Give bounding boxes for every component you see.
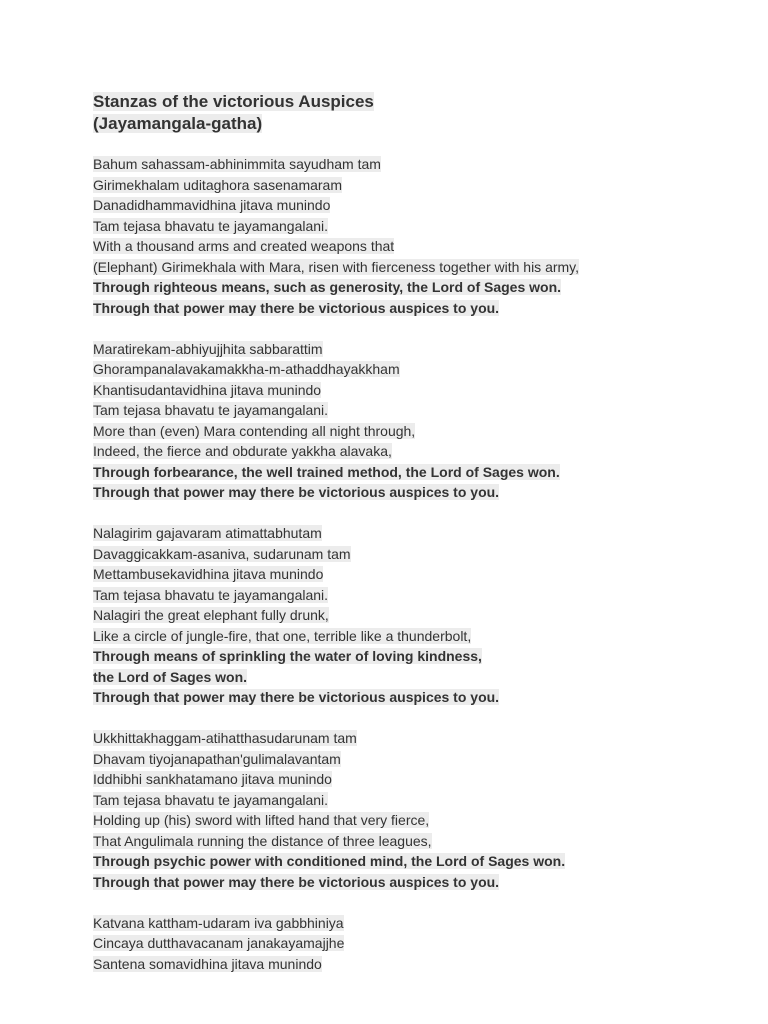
stanza-line xyxy=(93,400,733,421)
stanza-line-bold xyxy=(93,298,733,319)
line-text: Davaggicakkam-asaniva, sudarunam tam xyxy=(93,545,351,562)
line-text: Cincaya dutthavacanam janakayamajjhe xyxy=(93,935,345,951)
document-title xyxy=(93,91,733,135)
line-text: Through that power may there be victorious auspices to you. xyxy=(93,484,500,500)
stanza-line xyxy=(93,544,733,565)
line-text: Tam tejasa bhavatu te jayamangalani. xyxy=(93,217,329,234)
stanza-line xyxy=(93,175,733,196)
stanza-line xyxy=(93,523,733,544)
stanza-line-bold xyxy=(93,851,733,872)
stanza xyxy=(93,523,733,708)
stanza-line xyxy=(93,913,733,934)
line-text: Nalagiri the great elephant fully drunk, xyxy=(93,607,329,623)
stanza-line xyxy=(93,585,733,606)
line-text: Girimekhalam uditaghora sasenamaram xyxy=(93,176,342,193)
stanza-line xyxy=(93,421,733,442)
stanza-line xyxy=(93,154,733,175)
line-text: Ghorampanalavakamakkha-m-athaddhayakkham xyxy=(93,361,400,377)
title-line-2: (Jayamangala-gatha) xyxy=(93,114,263,133)
stanza-line xyxy=(93,359,733,380)
line-text: Dhavam tiyojanapathan'gulimalavantam xyxy=(93,750,341,767)
stanza-line xyxy=(93,933,733,954)
stanza-line xyxy=(93,441,733,462)
line-text: Iddhibhi sankhatamano jitava munindo xyxy=(93,771,332,787)
stanza-line-bold xyxy=(93,482,733,503)
line-text: Tam tejasa bhavatu te jayamangalani. xyxy=(93,586,329,603)
line-text: Through that power may there be victorious auspices to you. xyxy=(93,689,500,705)
stanza-line xyxy=(93,216,733,237)
line-text: Like a circle of jungle-fire, that one, terrible like a thunderbolt, xyxy=(93,627,472,644)
stanza-line xyxy=(93,790,733,811)
stanza-line xyxy=(93,564,733,585)
stanza-line xyxy=(93,339,733,360)
line-text: Khantisudantavidhina jitava munindo xyxy=(93,381,322,398)
stanza-line xyxy=(93,831,733,852)
stanza-line-bold xyxy=(93,462,733,483)
stanza xyxy=(93,913,733,975)
document-page xyxy=(93,91,733,995)
line-text: Tam tejasa bhavatu te jayamangalani. xyxy=(93,402,329,418)
stanza-line-bold xyxy=(93,277,733,298)
line-text: Maratirekam-abhiyujjhita sabbarattim xyxy=(93,340,323,357)
line-text: Indeed, the fierce and obdurate yakkha alavaka, xyxy=(93,443,392,459)
stanza xyxy=(93,728,733,892)
line-text: Through means of sprinkling the water of loving kindness, xyxy=(93,648,482,664)
line-text: Santena somavidhina jitava munindo xyxy=(93,955,322,972)
line-text: Mettambusekavidhina jitava munindo xyxy=(93,566,324,582)
line-text: Holding up (his) sword with lifted hand that very fierce, xyxy=(93,812,430,828)
stanza-line xyxy=(93,749,733,770)
line-text: With a thousand arms and created weapons that xyxy=(93,238,395,254)
stanza-line xyxy=(93,954,733,975)
line-text: More than (even) Mara contending all night through, xyxy=(93,422,416,439)
line-text: Bahum sahassam-abhinimmita sayudham tam xyxy=(93,156,381,172)
line-text: Danadidhammavidhina jitava munindo xyxy=(93,197,331,213)
line-text: Through psychic power with conditioned mind, the Lord of Sages won. xyxy=(93,853,566,869)
line-text: Ukkhittakhaggam-atihatthasudarunam tam xyxy=(93,730,357,746)
stanza-list xyxy=(93,154,733,974)
stanza-line xyxy=(93,769,733,790)
stanza-line-bold xyxy=(93,667,733,688)
stanza-line xyxy=(93,810,733,831)
line-text: Through that power may there be victorious auspices to you. xyxy=(93,299,500,316)
line-text: the Lord of Sages won. xyxy=(93,668,248,685)
line-text: (Elephant) Girimekhala with Mara, risen with fierceness together with his army, xyxy=(93,258,580,275)
stanza-line-bold xyxy=(93,872,733,893)
stanza-line xyxy=(93,626,733,647)
stanza-line xyxy=(93,728,733,749)
line-text: Through forbearance, the well trained method, the Lord of Sages won. xyxy=(93,463,560,480)
stanza-line xyxy=(93,605,733,626)
line-text: That Angulimala running the distance of three leagues, xyxy=(93,832,432,849)
stanza xyxy=(93,339,733,503)
stanza-line xyxy=(93,195,733,216)
stanza xyxy=(93,154,733,318)
stanza-line-bold xyxy=(93,687,733,708)
stanza-line xyxy=(93,257,733,278)
stanza-line xyxy=(93,236,733,257)
line-text: Tam tejasa bhavatu te jayamangalani. xyxy=(93,791,329,808)
stanza-line xyxy=(93,380,733,401)
title-line-1: Stanzas of the victorious Auspices xyxy=(93,92,374,111)
stanza-line-bold xyxy=(93,646,733,667)
line-text: Through righteous means, such as generosity, the Lord of Sages won. xyxy=(93,279,562,295)
line-text: Nalagirim gajavaram atimattabhutam xyxy=(93,525,322,541)
line-text: Katvana kattham-udaram iva gabbhiniya xyxy=(93,914,344,931)
line-text: Through that power may there be victorious auspices to you. xyxy=(93,873,500,890)
